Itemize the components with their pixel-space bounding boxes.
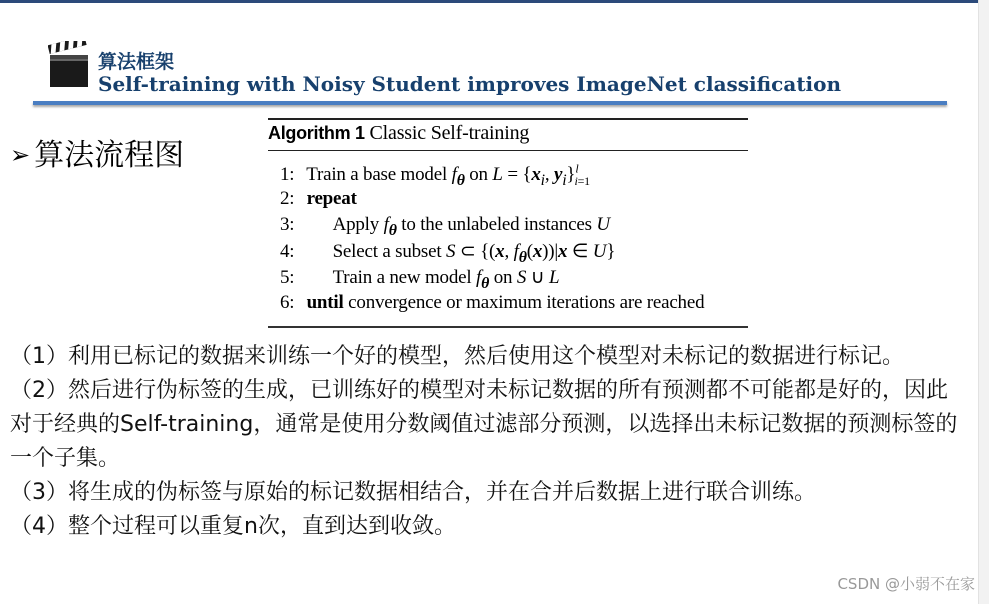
algorithm-label: Algorithm 1 — [268, 123, 365, 143]
algorithm-line-1: 1: Train a base model $f_\theta$ on $L = \{x_i$, $y_i\}^l_{i=1}$ — [280, 162, 590, 190]
algorithm-line-text: convergence or maximum iterations are reached — [348, 292, 705, 313]
algorithm-line-5: 5: Train a new model $f_\theta$ on S ∪ L — [280, 267, 560, 292]
paragraph-step-2: （2）然后进行伪标签的生成，已训练好的模型对未标记数据的所有预测都不可能都是好的，因此对于经典的Self-training，通常是使用分数阈值过滤部分预测，以选择出未标记数据的预测标签的一个子集。 — [10, 378, 958, 471]
algorithm-box — [268, 118, 748, 328]
bullet-heading — [10, 130, 184, 174]
clapperboard-icon — [48, 41, 90, 89]
description-text — [10, 340, 965, 544]
algorithm-title — [268, 122, 529, 145]
arrow-bullet-icon: ➢ — [10, 141, 31, 169]
algorithm-line-text: Select a subset S ⊂ {(x, $f_\theta(x))|x$ ∈ U} — [332, 241, 616, 266]
top-border — [0, 0, 989, 3]
header-divider — [33, 101, 947, 105]
algorithm-keyword-until: until — [306, 292, 344, 313]
algorithm-line-text: Apply $f_\theta$ to the unlabeled instances U — [332, 214, 610, 239]
algorithm-mid-rule — [268, 150, 748, 151]
section-title: 算法框架 — [98, 51, 175, 73]
algorithm-line-3: 3: Apply $f_\theta$ to the unlabeled instances U — [280, 214, 610, 239]
paragraph-step-1: （1）利用已标记的数据来训练一个好的模型，然后使用这个模型对未标记的数据进行标记。 — [10, 344, 905, 369]
algorithm-line-text: Train a base model $f_\theta$ on $L = \{x_i$, $y_i\}^l_{i=1}$ — [306, 162, 590, 190]
algorithm-name: Classic Self-training — [369, 122, 530, 144]
watermark: CSDN @小弱不在家 — [837, 575, 975, 593]
algorithm-bottom-rule — [268, 326, 748, 328]
bullet-text: 算法流程图 — [34, 138, 185, 173]
algorithm-line-2: 2: repeat — [280, 188, 357, 209]
paper-title: Self-training with Noisy Student improves ImageNet classification — [98, 72, 842, 96]
algorithm-line-6: 6: until convergence or maximum iterations are reached — [280, 292, 705, 313]
algorithm-line-text: Train a new model $f_\theta$ on S ∪ L — [332, 267, 560, 292]
paragraph-step-4: （4）整个过程可以重复n次，直到达到收敛。 — [10, 514, 456, 539]
algorithm-line-4: 4: Select a subset S ⊂ {(x, $f_\theta(x))|x$ ∈ U} — [280, 241, 616, 266]
algorithm-keyword-repeat: repeat — [306, 188, 357, 209]
paragraph-step-3: （3）将生成的伪标签与原始的标记数据相结合，并在合并后数据上进行联合训练。 — [10, 480, 816, 505]
algorithm-top-rule — [268, 118, 748, 120]
scrollbar[interactable] — [978, 0, 989, 604]
